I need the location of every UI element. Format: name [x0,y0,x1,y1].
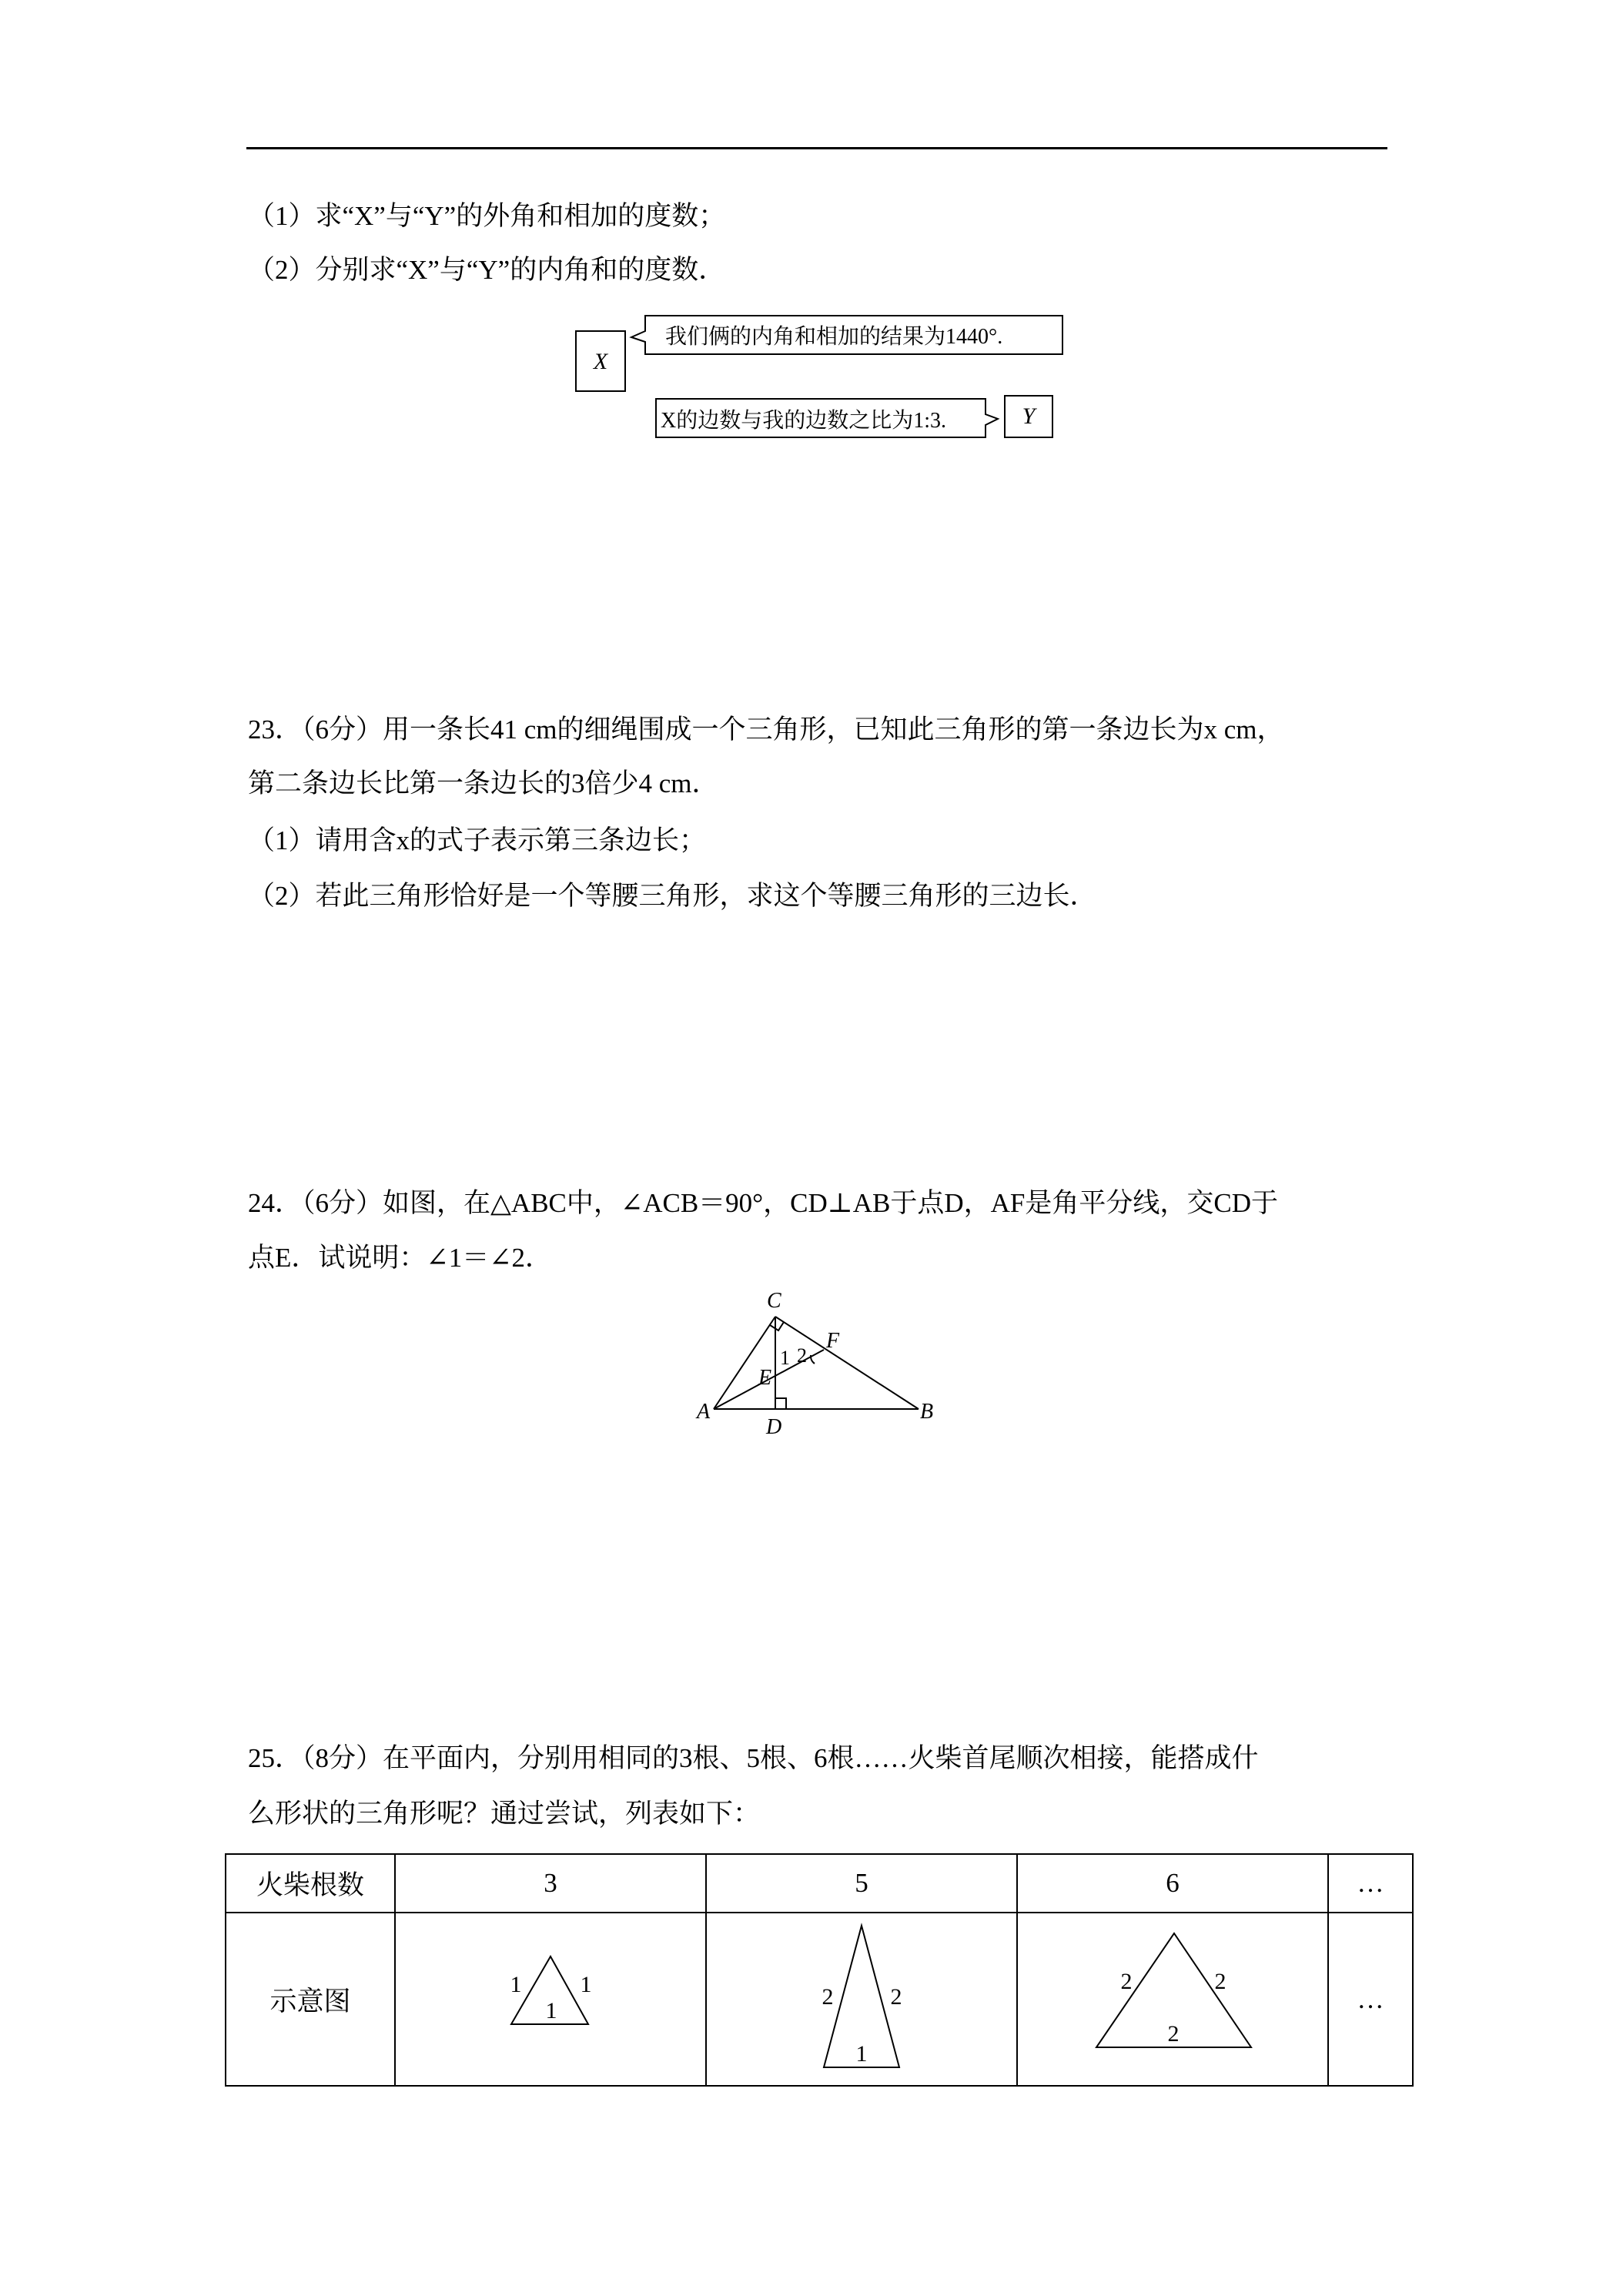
q23-line1: 23．（6分）用一条长41 cm的细绳围成一个三角形，已知此三角形的第一条边长为x cm， [248,715,1284,745]
svg-text:1: 1 [855,2041,868,2067]
q22-part1: （1）求“X”与“Y”的外角和相加的度数； [248,201,726,231]
triangle-3-sticks [397,1913,704,2078]
y-speech-text: X的边数与我的边数之比为1:3. [661,409,947,433]
count-6: 6 [1017,1854,1328,1913]
q22-part2: （2）分别求“X”与“Y”的内角和的度数． [248,255,726,285]
x-speech-text: 我们俩的内角和相加的结果为1440°. [665,325,1003,349]
side-AC [714,1317,775,1409]
q22-speech-figure [570,308,1070,447]
svg-text:1: 1 [510,1972,522,1997]
table-row [226,1913,1413,2086]
matches-table [225,1853,1414,2087]
svg-text:1: 1 [545,1998,557,2023]
right-angle-C [770,1322,784,1330]
svg-text:2: 2 [1120,1969,1133,1994]
count-5: 5 [706,1854,1017,1913]
label-E: E [758,1366,772,1390]
diagram-5 [706,1913,1017,2086]
diagram-6 [1017,1913,1328,2086]
q23-line2: 第二条边长比第一条边长的3倍少4 cm． [248,768,719,798]
table-row [226,1854,1413,1913]
triangle-6-sticks [1019,1913,1327,2078]
label-B: B [920,1400,934,1424]
q25-line1: 25．（8分）在平面内，分别用相同的3根、5根、6根……火柴首尾顺次相接，能搭成什 [248,1743,1259,1773]
label-D: D [766,1415,782,1439]
header-rule [246,147,1387,149]
q24-line2: 点E．试说明：∠1＝∠2． [248,1243,553,1273]
q23-part2: （2）若此三角形恰好是一个等腰三角形，求这个等腰三角形的三边长． [248,881,1097,911]
q24-triangle-figure [689,1286,951,1440]
row2-label: 示意图 [226,1913,395,2086]
label-F: F [826,1329,840,1353]
y-label: Y [1022,403,1036,429]
right-angle-D [775,1398,786,1409]
svg-text:2: 2 [890,1984,902,2010]
count-more: … [1328,1854,1413,1913]
count-3: 3 [395,1854,706,1913]
diagram-more: … [1328,1913,1413,2086]
row1-label: 火柴根数 [226,1854,395,1913]
svg-text:1: 1 [580,1972,592,1997]
angle-2-label: 2 [797,1344,807,1367]
svg-text:2: 2 [1214,1969,1226,1994]
q23-part1: （1）请用含x的式子表示第三条边长； [248,825,707,855]
svg-text:2: 2 [1167,2021,1180,2047]
angle-1-label: 1 [780,1347,790,1369]
svg-text:2: 2 [822,1984,834,2010]
label-A: A [697,1400,711,1424]
x-label: X [593,349,608,374]
q24-line1: 24．（6分）如图，在△ABC中，∠ACB＝90°，CD⊥AB于点D，AF是角平分线，交CD于 [248,1188,1278,1218]
diagram-3 [395,1913,706,2086]
q25-line2: 么形状的三角形呢？通过尝试，列表如下： [248,1799,761,1829]
label-C: C [767,1289,781,1313]
triangle-5-sticks [708,1913,1016,2078]
